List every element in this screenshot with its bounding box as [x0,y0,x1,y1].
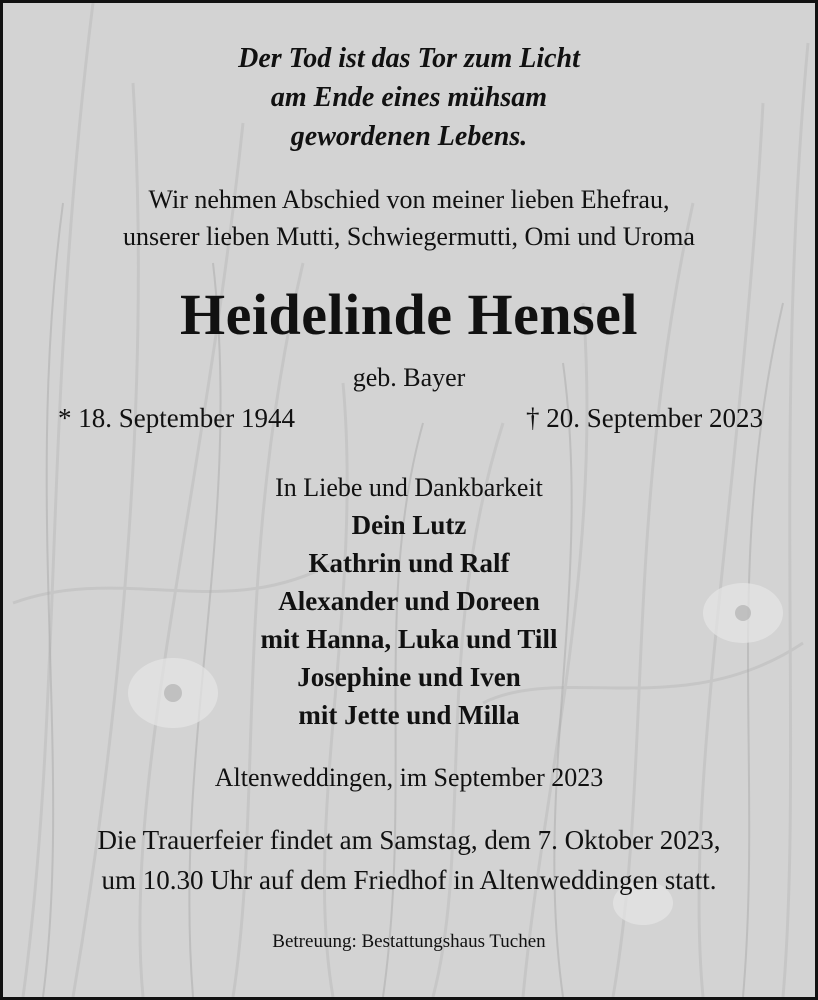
service-line-1: Die Trauerfeier findet am Samstag, dem 7. Oktober 2023, [97,825,721,855]
deceased-name: Heidelinde Hensel [180,282,638,347]
mourner-line: Josephine und Iven [297,662,521,692]
service-line-2: um 10.30 Uhr auf dem Friedhof in Altenweddingen statt. [101,865,717,895]
mourner-line: Kathrin und Ralf [308,548,510,578]
undertaker-credit: Betreuung: Bestattungshaus Tuchen [272,931,546,952]
motto-line-3: gewordenen Lebens. [290,121,528,152]
closing-phrase: In Liebe und Dankbarkeit [275,473,543,502]
mourner-line: Alexander und Doreen [278,586,540,616]
birth-date: * 18. September 1944 [58,403,295,433]
motto-line-1: Der Tod ist das Tor zum Licht [238,43,580,74]
death-date: † 20. September 2023 [526,403,763,433]
motto-line-2: am Ende eines mühsam [270,82,548,113]
place-and-date: Altenweddingen, im September 2023 [214,763,604,792]
mourner-line: mit Hanna, Luka und Till [260,624,558,654]
mourner-line: Dein Lutz [351,510,467,540]
intro-line-2: unserer lieben Mutti, Schwiegermutti, Omi und Uroma [123,222,695,251]
intro-line-1: Wir nehmen Abschied von meiner lieben Ehefrau, [148,185,670,214]
mourner-line: mit Jette und Milla [298,700,520,730]
birth-name: geb. Bayer [352,363,466,392]
